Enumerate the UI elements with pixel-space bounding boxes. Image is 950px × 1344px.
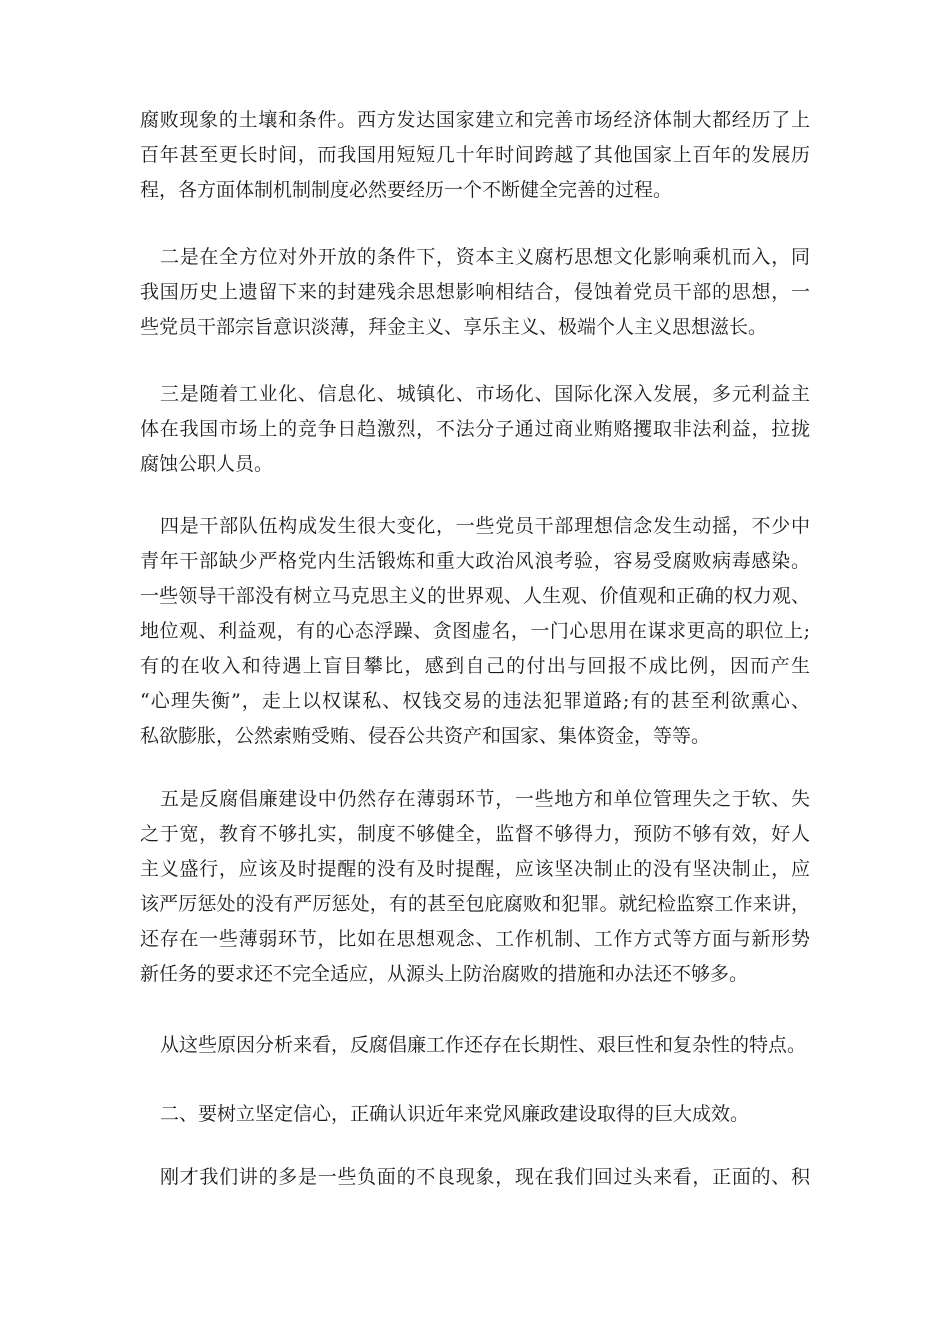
text-line: 有的在收入和待遇上盲目攀比，感到自己的付出与回报不成比例，因而产生 [140,655,810,677]
text-line: 新任务的要求还不完全适应，从源头上防治腐败的措施和办法还不够多。 [140,963,749,985]
text-line: 青年干部缺少严格党内生活锻炼和重大政治风浪考验，容易受腐败病毒感染。 [140,550,810,572]
text-line: 百年甚至更长时间，而我国用短短几十年时间跨越了其他国家上百年的发展历 [140,144,810,166]
text-line: 程，各方面体制机制制度必然要经历一个不断健全完善的过程。 [140,179,673,201]
paragraph-reason-5 [140,782,810,992]
text-line: 腐蚀公职人员。 [140,453,274,475]
paragraph-reason-4 [140,509,810,754]
text-line: 二、要树立坚定信心，正确认识近年来党风廉政建设取得的巨大成效。 [160,1103,750,1125]
text-line: 主义盛行，应该及时提醒的没有及时提醒，应该坚决制止的没有坚决制止，应 [140,858,810,880]
text-line: “心理失衡”，走上以权谋私、权钱交易的违法犯罪道路;有的甚至利欲熏心、 [140,690,810,712]
text-line: 三是随着工业化、信息化、城镇化、市场化、国际化深入发展，多元利益主 [160,383,810,405]
text-line: 私欲膨胀，公然索贿受贿、侵吞公共资产和国家、集体资金，等等。 [140,725,711,747]
text-line: 从这些原因分析来看，反腐倡廉工作还存在长期性、艰巨性和复杂性的特点。 [160,1034,807,1056]
text-line: 我国历史上遗留下来的封建残余思想影响相结合，侵蚀着党员干部的思想，一 [140,281,810,303]
section-heading-2 [140,1097,810,1132]
text-line: 之于宽，教育不够扎实，制度不够健全，监督不够得力，预防不够有效，好人 [140,823,810,845]
paragraph-continuation [140,103,810,208]
paragraph-next [140,1160,810,1195]
text-line: 四是干部队伍构成发生很大变化，一些党员干部理想信念发生动摇，不少中 [160,515,810,537]
text-line: 些党员干部宗旨意识淡薄，拜金主义、享乐主义、极端个人主义思想滋长。 [140,316,768,338]
text-line: 刚才我们讲的多是一些负面的不良现象，现在我们回过头来看，正面的、积 [160,1166,810,1188]
text-line: 还存在一些薄弱环节，比如在思想观念、工作机制、工作方式等方面与新形势 [140,928,810,950]
paragraph-reason-3 [140,377,810,482]
text-line: 腐败现象的土壤和条件。西方发达国家建立和完善市场经济体制大都经历了上 [140,109,810,131]
text-line: 地位观、利益观，有的心态浮躁、贪图虚名，一门心思用在谋求更高的职位上; [140,620,810,642]
text-line: 该严厉惩处的没有严厉惩处，有的甚至包庇腐败和犯罪。就纪检监察工作来讲， [140,893,810,915]
text-line: 一些领导干部没有树立马克思主义的世界观、人生观、价值观和正确的权力观、 [140,585,810,607]
paragraph-reason-2 [140,240,810,345]
text-line: 二是在全方位对外开放的条件下，资本主义腐朽思想文化影响乘机而入，同 [160,246,810,268]
text-line: 体在我国市场上的竞争日趋激烈，不法分子通过商业贿赂攫取非法利益，拉拢 [140,418,810,440]
paragraph-conclusion [140,1028,810,1063]
text-line: 五是反腐倡廉建设中仍然存在薄弱环节，一些地方和单位管理失之于软、失 [160,788,810,810]
